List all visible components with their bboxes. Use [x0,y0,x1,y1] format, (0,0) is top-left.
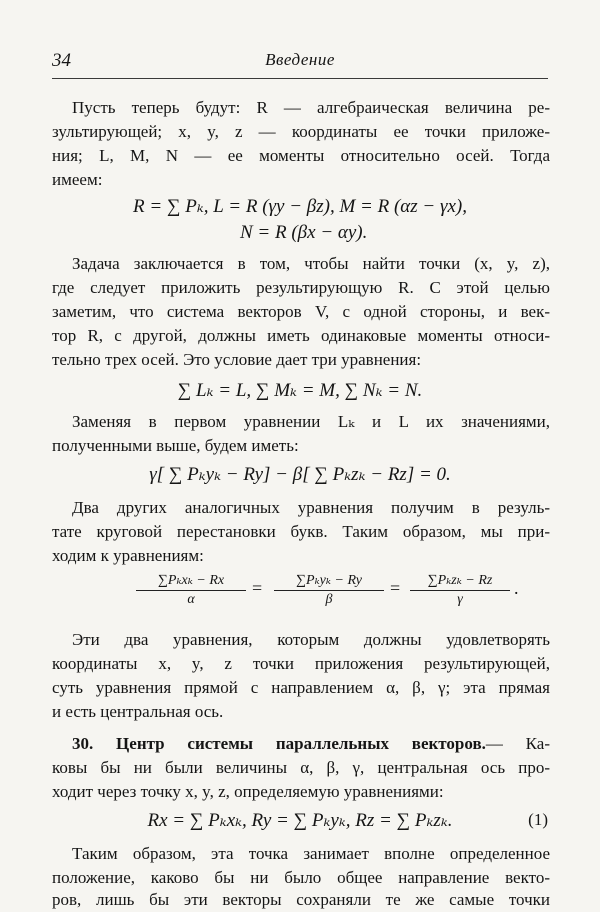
header-rule [52,78,548,79]
equation-sums: ∑ Lₖ = L, ∑ Mₖ = M, ∑ Nₖ = N. [177,380,423,401]
text-line: где следует приложить результирующую R. С этой целью [52,278,550,297]
text-line: тельно трех осей. Это условие дает три уравнения: [52,350,422,369]
text-line: зультирующей; x, y, z — координаты ее точки приложе- [52,122,550,141]
text-line: заметим, что система векторов V, с одной стороны, и век- [52,302,550,321]
section-heading: 30. Центр системы параллельных векторов. [72,734,486,753]
equation-substitution: γ[ ∑ Pₖyₖ − Ry] − β[ ∑ Pₖzₖ − Rz] = 0. [149,464,451,485]
text-line: положение, каково бы ни было общее направление векто- [52,868,550,887]
fraction-z [410,572,510,609]
text-line: полученными выше, будем иметь: [52,436,299,455]
section-heading-continuation: — Ка- [485,734,550,753]
equals-sign: = [390,578,401,598]
section-heading-line [72,732,550,756]
text-line: имеем: [52,170,103,189]
text-line: Два других аналогичных уравнения получим в резуль- [72,498,550,517]
text-line: ров, лишь бы эти векторы сохраняли те же самые точки [52,890,550,909]
page-number: 34 [52,50,71,71]
denominator: γ [457,592,463,607]
text-line: Задача заключается в том, чтобы найти точки (x, y, z), [72,254,550,273]
text-line: суть уравнения прямой с направлением α, β, γ; эта прямая [52,678,550,697]
text-line: координаты x, y, z точки приложения результирующей, [52,654,550,673]
fraction-x [136,572,246,609]
numerator: ∑Pₖyₖ − Ry [274,572,384,591]
text-line: тате круговой перестановки букв. Таким образом, мы при- [52,522,550,541]
text-line: Таким образом, эта точка занимает вполне определенное [72,844,550,863]
equals-sign: = [252,578,263,598]
equation-moments: R = ∑ Pₖ, L = R (γy − βz), M = R (αz − γx), [133,196,467,217]
numerator: ∑Pₖzₖ − Rz [410,572,510,591]
text-line: Эти два уравнения, которым должны удовлетворять [72,630,550,649]
fraction-y [274,572,384,609]
equation-number: (1) [528,810,548,829]
period: . [514,578,519,598]
text-line: ходит через точку x, y, z, определяемую уравнениями: [52,782,444,801]
equation-moment-n: N = R (βx − αy). [240,222,368,243]
text-line: Заменяя в первом уравнении Lₖ и L их значениями, [72,412,550,431]
text-line: тор R, с другой, должны иметь одинаковые моменты относи- [52,326,550,345]
numerator: ∑Pₖxₖ − Rx [136,572,246,591]
text-line: Пусть теперь будут: R — алгебраическая величина ре- [72,98,550,117]
text-line: ковы бы ни были величины α, β, γ, центральная ось про- [52,758,550,777]
equation-central-axis [52,572,548,622]
equation-center: Rx = ∑ Pₖxₖ, Ry = ∑ Pₖyₖ, Rz = ∑ Pₖzₖ. [147,810,453,831]
denominator: β [325,592,333,607]
text-line: ходим к уравнениям: [52,546,204,565]
page-header [52,50,548,76]
text-line: и есть центральная ось. [52,702,224,721]
running-title: Введение [265,50,335,69]
denominator: α [187,592,195,607]
text-line: ния; L, M, N — ее моменты относительно осей. Тогда [52,146,550,165]
